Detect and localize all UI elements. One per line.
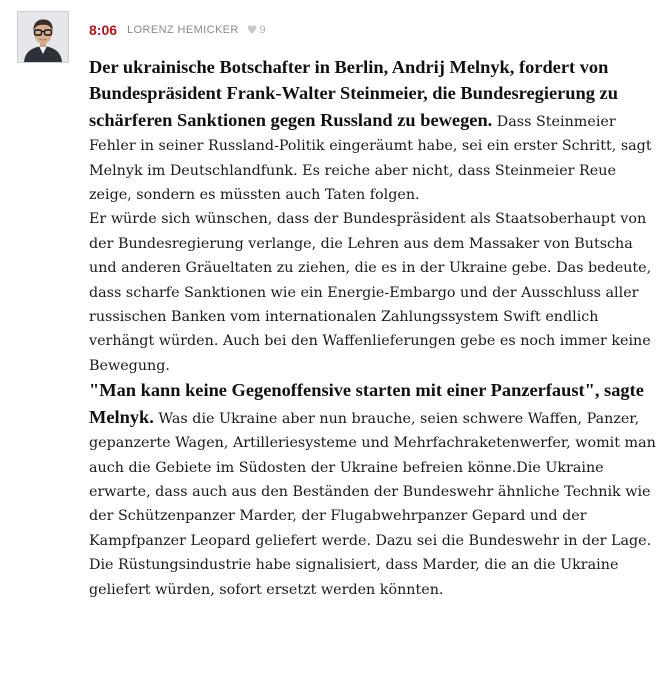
author-avatar[interactable] xyxy=(17,11,69,63)
like-button[interactable] xyxy=(247,24,266,36)
author-name[interactable]: LORENZ HEMICKER xyxy=(127,24,239,36)
paragraph-3 xyxy=(89,378,661,602)
entry-body xyxy=(89,55,661,602)
paragraph-2 xyxy=(89,207,661,378)
entry-meta xyxy=(89,20,266,40)
author-portrait-icon xyxy=(18,12,68,62)
heart-icon: ♥ xyxy=(246,23,258,37)
paragraph-1-lead: Der ukrainische Botschafter in Berlin, Andrij Melnyk, fordert von Bundespräsident Frank-Walter Steinmeier, die Bundesregierung zu schärferen Sanktionen gegen Russland zu bewegen. xyxy=(89,57,618,130)
paragraph-1 xyxy=(89,55,661,207)
paragraph-3-lead: "Man kann keine Gegenoffensive starten mit einer Panzerfaust", sagte Melnyk. xyxy=(89,380,644,427)
paragraph-2-text: Er würde sich wünschen, dass der Bundespräsident als Staatsoberhaupt von der Bundesregierung verlange, die Lehren aus dem Massaker von Butscha und anderen Gräueltaten zu ziehen, die es in der Ukraine gebe. Das bedeute, dass scharfe Sanktionen wie ein Energie-Embargo und der Ausschluss aller russischen Banken vom internationalen Zahlungssystem Swift endlich verhängt würden. Auch bei den Waffenlieferungen gebe es noch immer keine Bewegung. xyxy=(89,211,652,374)
paragraph-1-text: Dass Steinmeier Fehler in seiner Russland-Politik eingeräumt habe, sei ein erster Schritt, sagt Melnyk im Deutschlandfunk. Es reiche aber nicht, dass Steinmeier Reue zeige, sondern es müssten auch Taten folgen. xyxy=(89,113,652,204)
entry-time: 8:06 xyxy=(89,22,118,38)
paragraph-3-text: Was die Ukraine aber nun brauche, seien schwere Waffen, Panzer, gepanzerte Wagen, Artilleriesysteme und Mehrfachraketenwerfer, womit man auch die Gebiete im Südosten der Ukraine befreien könne.Die Ukraine erwarte, dass auch aus den Beständen der Bundeswehr ähnliche Technik wie der Schützenpanzer Marder, der Flugabwehrpanzer Gepard und der Kampfpanzer Leopard geliefert werde. Dazu sei die Bundeswehr in der Lage. Die Rüstungsindustrie habe signalisiert, dass Marder, die an die Ukraine geliefert würden, sofort ersetzt werden könnten. xyxy=(89,410,656,598)
like-count: 9 xyxy=(259,24,266,36)
